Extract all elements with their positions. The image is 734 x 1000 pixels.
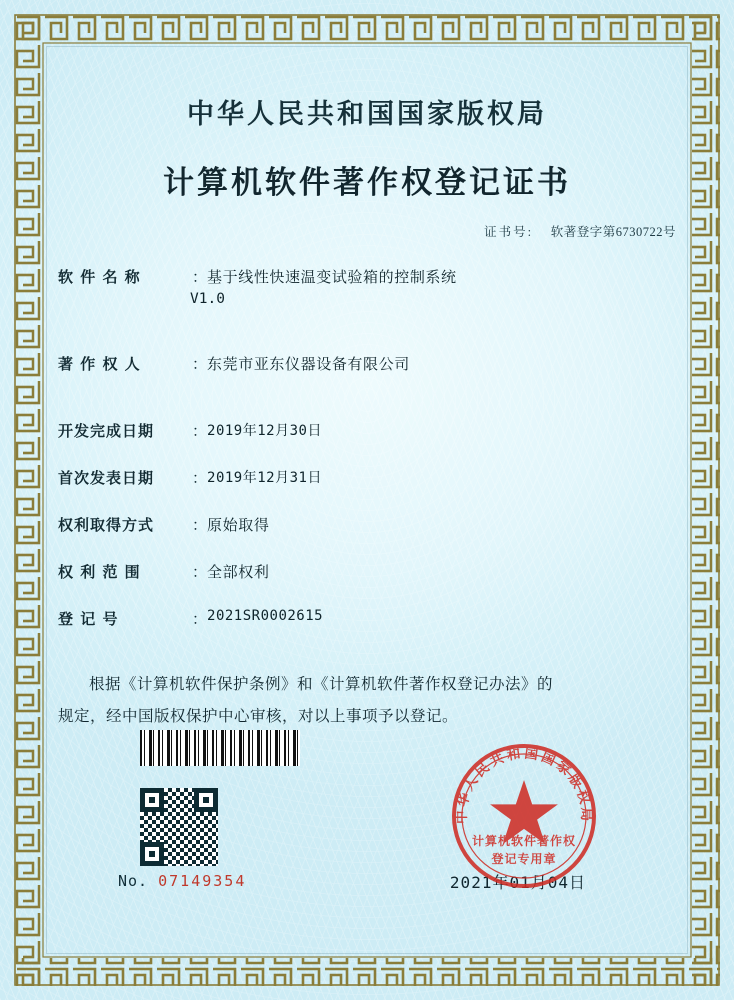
field-label: 首次发表日期 [58,469,155,487]
field-value: 全部权利 [207,563,270,581]
certificate-content [58,92,676,733]
certificate-number-row [58,222,676,240]
field-copyright-owner [58,353,676,374]
spacer [58,582,676,608]
qr-eye-top-right [194,788,218,812]
issue-date: 2021年01月04日 [449,873,586,892]
legal-statement [58,669,676,733]
official-seal [444,736,604,896]
qr-eye-top-left [140,788,164,812]
spacer [58,535,676,561]
field-label: 权 利 范 围 [58,563,141,581]
field-value: 2019年12月30日 [207,423,322,439]
field-label: 登 记 号 [58,610,119,628]
field-label: 著 作 权 人 [58,355,141,373]
codes-block [140,730,320,866]
statement-line-2: 规定，经中国版权保护中心审核，对以上事项予以登记。 [58,706,459,725]
field-label: 权利取得方式 [58,516,155,534]
field-software-version: V1.0 [190,291,225,307]
spacer [58,307,676,353]
field-rights-scope [58,561,676,582]
field-value: 2019年12月31日 [207,470,322,486]
field-colon: ： [192,565,208,581]
spacer [58,441,676,467]
seal-stamp-icon [444,736,604,896]
seal-line-2: 登记专用章 [491,852,557,866]
field-value: 东莞市亚东仪器设备有限公司 [207,355,410,373]
svg-text:中华人民共和国国家版权局: 中华人民共和国国家版权局 [453,745,595,825]
field-software-name [58,266,676,287]
serial-label: No. [118,872,149,890]
serial-number-value: 07149354 [158,872,247,890]
field-colon: ： [192,471,208,487]
serial-number-row [118,872,246,890]
field-label: 开发完成日期 [58,422,155,440]
field-colon: ： [192,357,208,373]
certificate-number-value: 软著登字第6730722号 [550,225,676,239]
field-label: 软 件 名 称 [58,268,141,286]
field-colon: ： [192,518,208,534]
field-value: 基于线性快速温变试验箱的控制系统 [207,268,457,286]
statement-line-1: 根据《计算机软件保护条例》和《计算机软件著作权登记办法》的 [89,675,554,693]
qr-eye-bottom-left [140,842,164,866]
field-rights-acquisition [58,514,676,535]
field-registration-number [58,608,676,629]
field-value: 原始取得 [207,516,270,534]
certificate-number-label: 证书号: [484,225,534,239]
spacer [58,488,676,514]
document-title: 计算机软件著作权登记证书 [163,165,571,201]
issuing-authority-title: 中华人民共和国国家版权局 [187,99,547,130]
field-first-publish-date [58,467,676,488]
seal-line-1: 计算机软件著作权 [471,834,576,848]
field-colon: ： [192,424,208,440]
qr-code-icon [140,788,218,866]
field-value: 2021SR0002615 [207,608,324,624]
field-colon: ： [192,612,208,628]
field-colon: ： [192,270,208,286]
barcode-icon [140,730,300,766]
fields-list [58,266,676,629]
field-development-date [58,420,676,441]
spacer [58,374,676,420]
